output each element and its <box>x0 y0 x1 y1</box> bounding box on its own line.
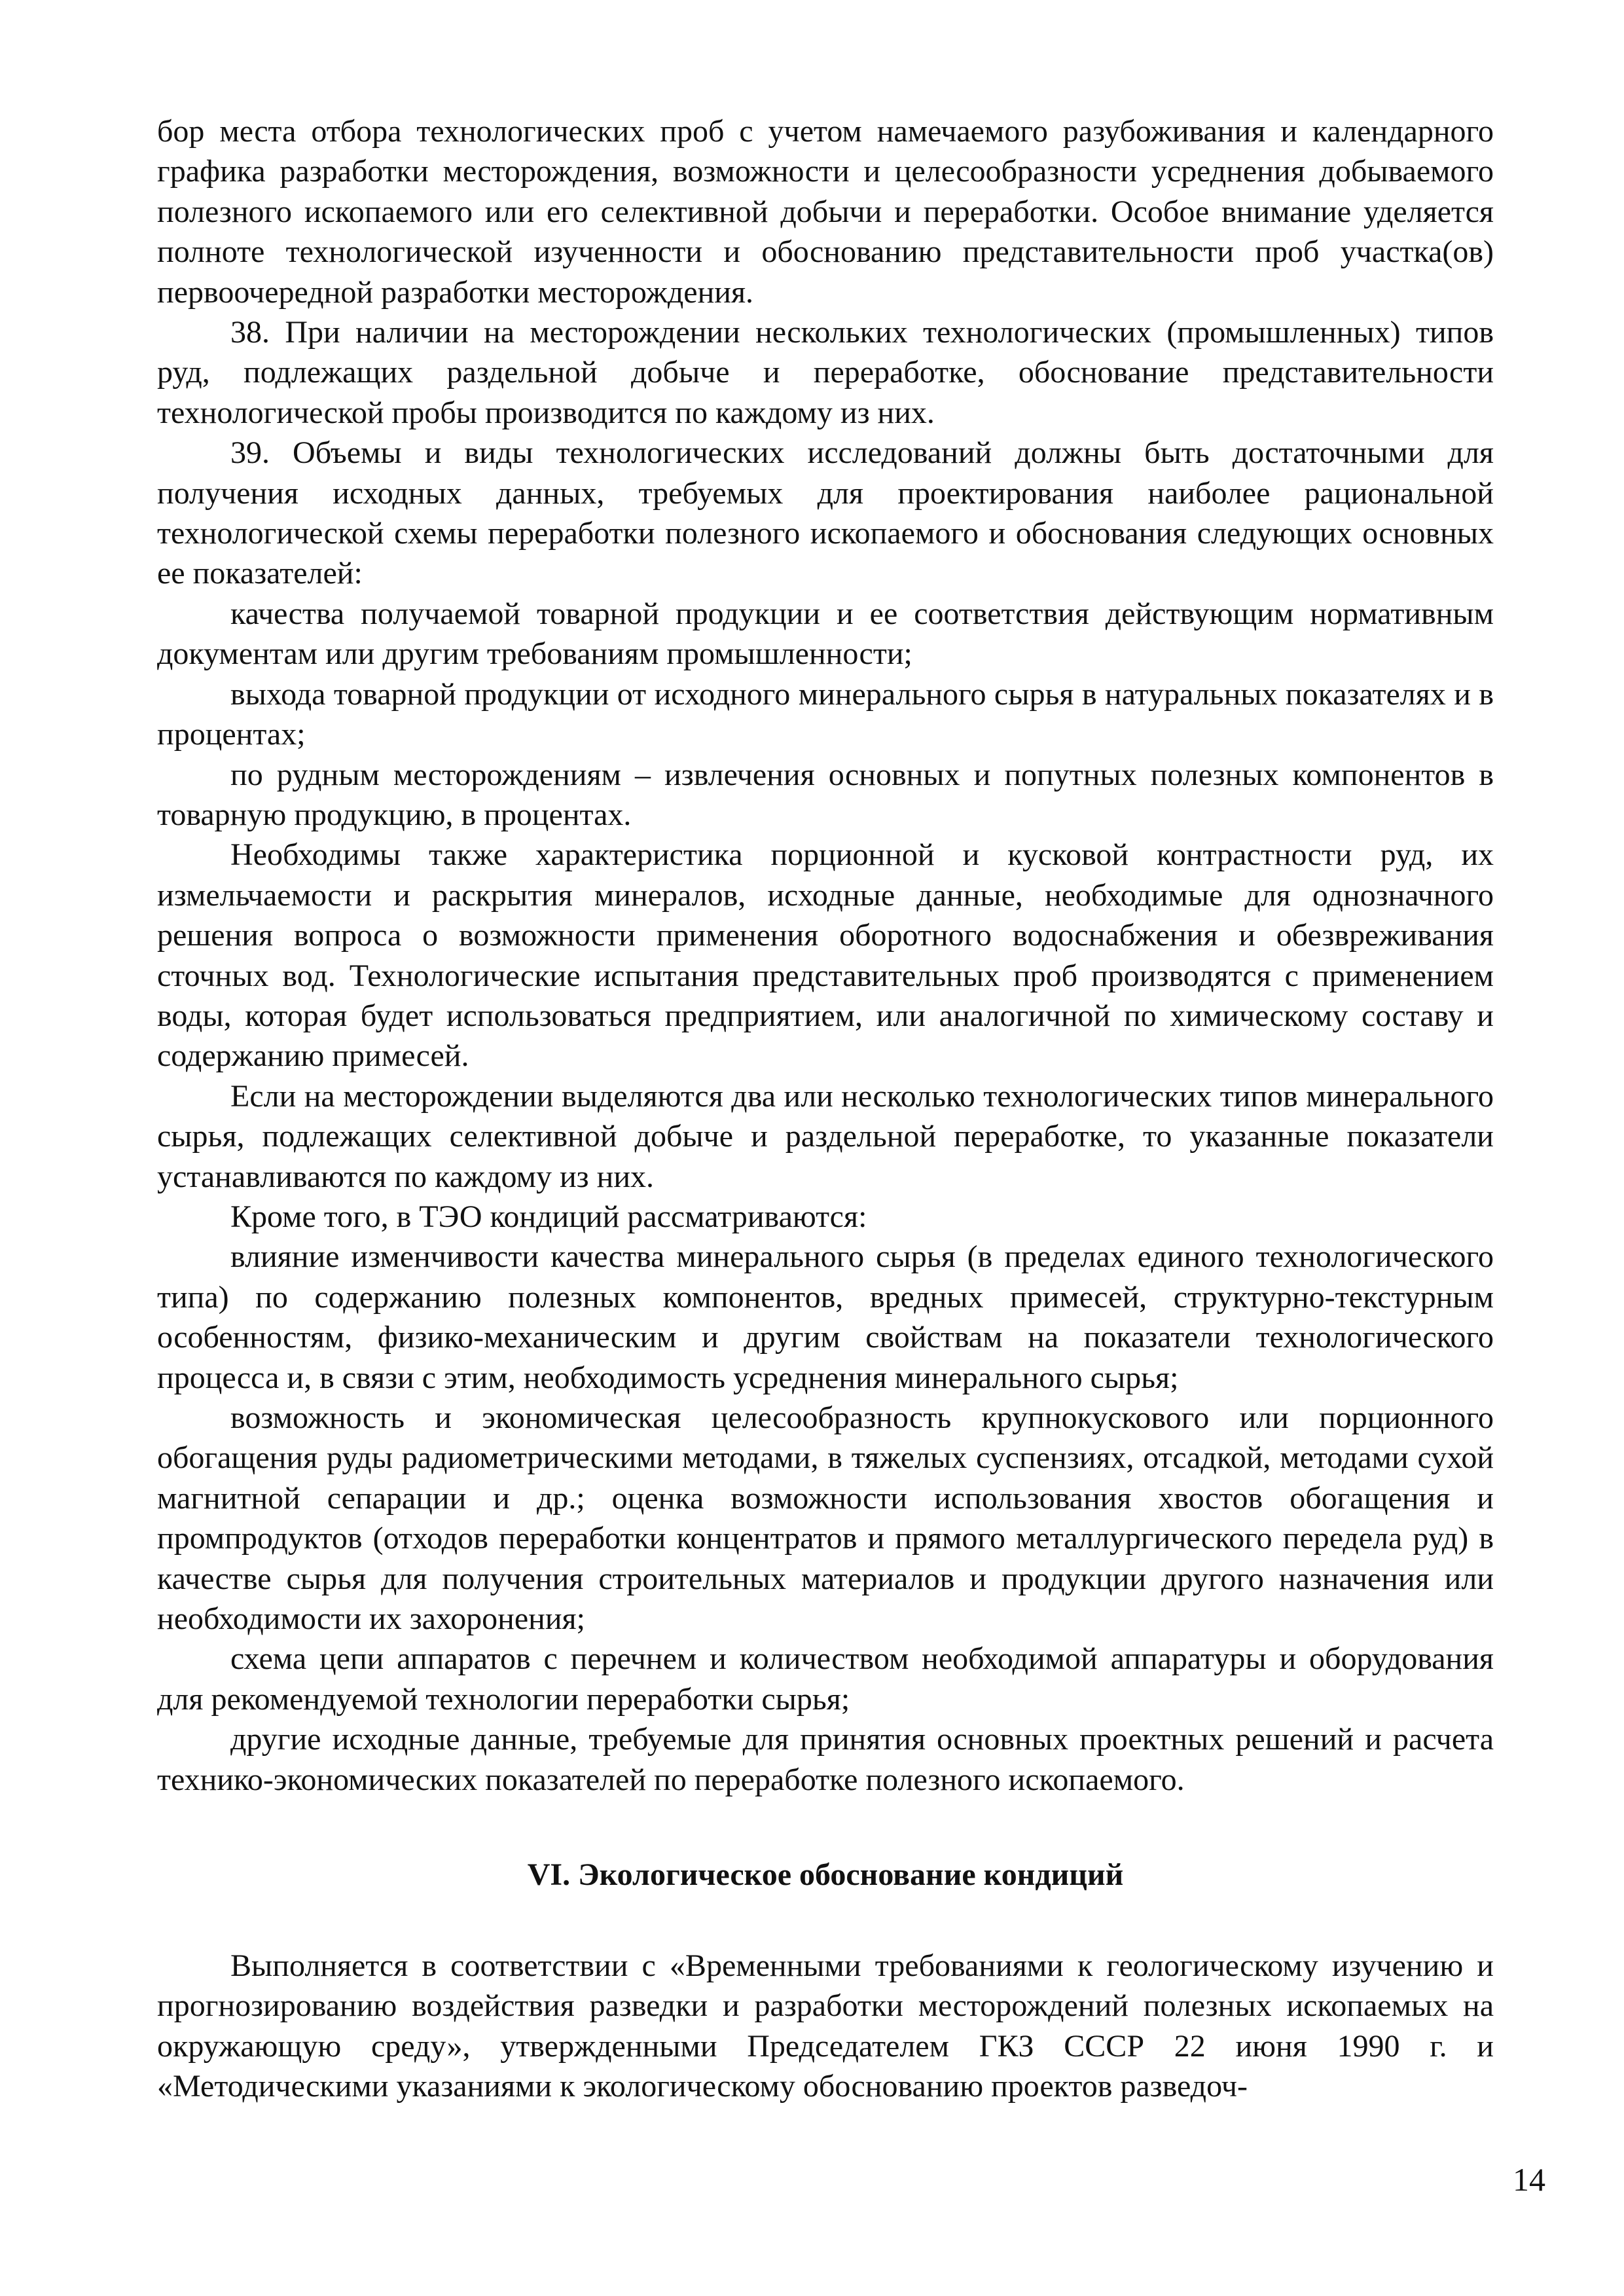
paragraph-continuation: бор места отбора технологических проб с учетом намечаемого разубоживания и календарного графика разработки месторождения, возможности и целесообразности усреднения добываемого полезного ископаемого или его селективной добычи и переработки. Особое внимание уделяется полноте технологической изученности и обоснованию представительности проб участка(ов) первоочередной разработки месторождения. <box>157 114 1494 310</box>
paragraph-additionally-considered: Кроме того, в ТЭО кондиций рассматриваются: <box>230 1199 867 1234</box>
section-heading: VI. Экологическое обоснование кондиций <box>527 1857 1124 1893</box>
paragraph-contrast-characteristics: Необходимы также характеристика порционной и кусковой контрастности руд, их измельчаемости и раскрытия минералов, исходные данные, необходимые для однозначного решения вопроса о возможности применения оборотного водоснабжения и обезвреживания сточных вод. Технологические испытания представительных проб производятся с применением воды, которая будет использоваться предприятием, или аналогичной по химическому составу и содержанию примесей. <box>157 837 1494 1074</box>
paragraph-38: 38. При наличии на месторождении нескольких технологических (промышленных) типов руд, подлежащих раздельной добыче и переработке, обоснование представительности технологической пробы производится по каждому из них. <box>157 315 1494 430</box>
section-paragraph: Выполняется в соответствии с «Временными требованиями к геологическому изучению и прогнозированию воздействия разведки и разработки месторождений полезных ископаемых на окружающую среду», утвержденными Председателем ГКЗ СССР 22 июня 1990 г. и «Методическими указаниями к экологическому обоснованию проектов разведоч- <box>157 1948 1494 2104</box>
list-item-apparatus-scheme: схема цепи аппаратов с перечнем и количеством необходимой аппаратуры и оборудования для рекомендуемой технологии переработки сырья; <box>157 1641 1494 1717</box>
list-item-other-data: другие исходные данные, требуемые для принятия основных проектных решений и расчета технико-экономических показателей по переработке полезного ископаемого. <box>157 1722 1494 1797</box>
paragraph-39: 39. Объемы и виды технологических исследований должны быть достаточными для получения исходных данных, требуемых для проектирования наиболее рациональной технологической схемы переработки полезного ископаемого и обоснования следующих основных ее показателей: <box>157 435 1494 591</box>
list-item-product-quality: качества получаемой товарной продукции и ее соответствия действующим нормативным документам или другим требованиям промышленности; <box>157 596 1494 672</box>
list-item-variability-influence: влияние изменчивости качества минерального сырья (в пределах единого технологического типа) по содержанию полезных компонентов, вредных примесей, структурно-текстурным особенностям, физико-механическим и другим свойствам на показатели технологического процесса и, в связи с этим, необходимость усреднения минерального сырья; <box>157 1239 1494 1395</box>
paragraph-multiple-types: Если на месторождении выделяются два или несколько технологических типов минерального сырья, подлежащих селективной добыче и раздельной переработке, то указанные показатели устанавливаются по каждому из них. <box>157 1078 1494 1194</box>
list-item-enrichment-feasibility: возможность и экономическая целесообразность крупнокускового или порционного обогащения руды радиометрическими методами, в тяжелых суспензиях, отсадкой, методами сухой магнитной сепарации и др.; оценка возможности использования хвостов обогащения и промпродуктов (отходов переработки концентратов и прямого металлургического передела руд) в качестве сырья для получения строительных материалов и продукции другого назначения или необходимости их захоронения; <box>157 1400 1494 1637</box>
list-item-product-yield: выхода товарной продукции от исходного минерального сырья в натуральных показателях и в процентах; <box>157 676 1494 752</box>
list-item-component-extraction: по рудным месторождениям – извлечения основных и попутных полезных компонентов в товарную продукцию, в процентах. <box>157 757 1494 832</box>
document-page <box>157 111 1494 2107</box>
page-number: 14 <box>1513 2161 1545 2198</box>
